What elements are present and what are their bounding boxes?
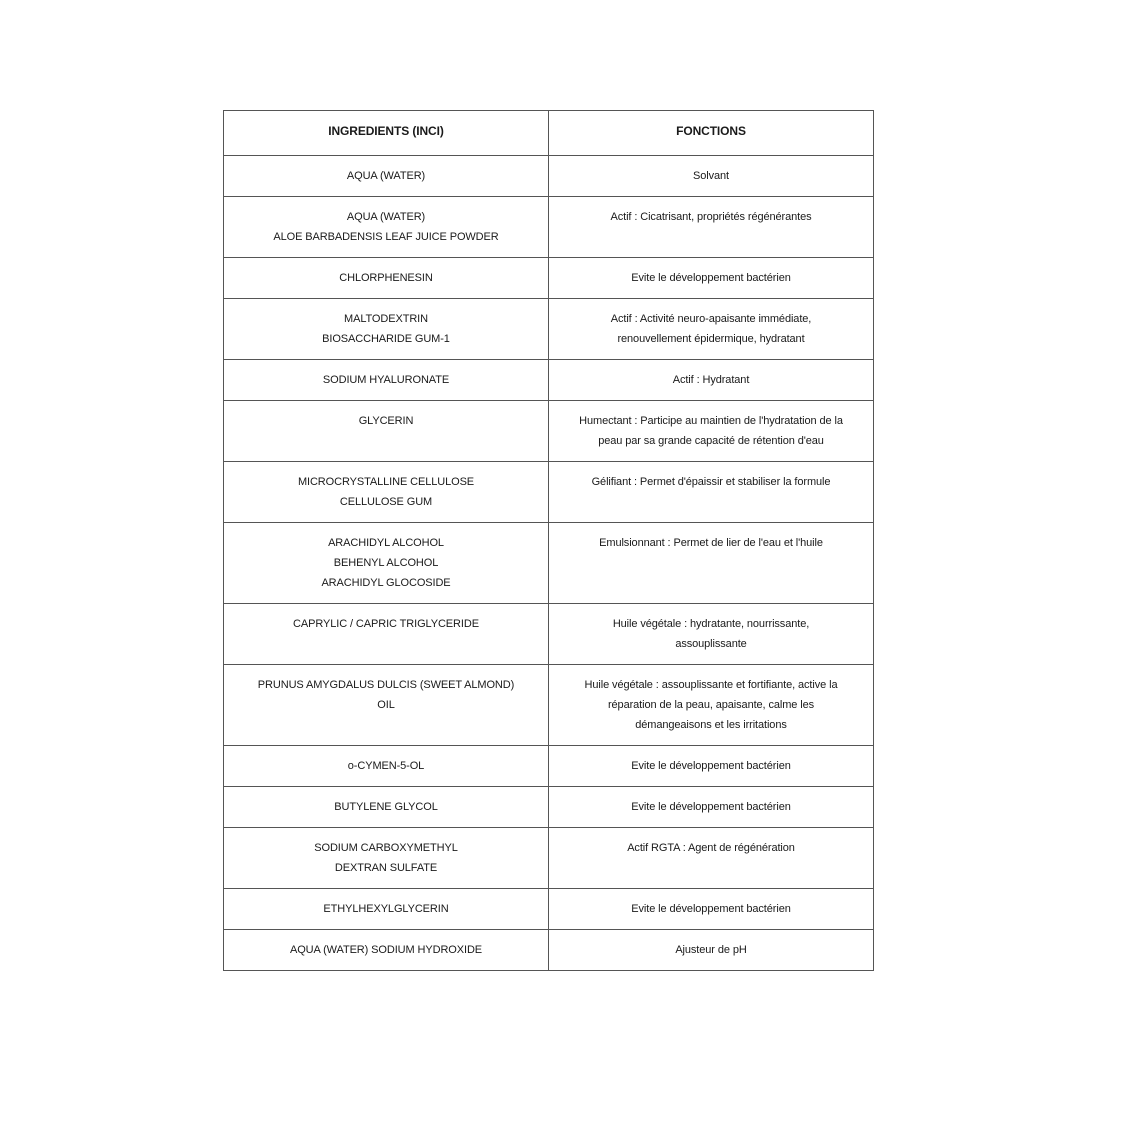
ingredients-table — [223, 110, 874, 971]
function-cell — [549, 523, 874, 604]
ingredient-line: AQUA (WATER) — [346, 211, 426, 223]
ingredient-cell — [224, 930, 549, 971]
ingredient-line: o-CYMEN-5-OL — [347, 760, 425, 772]
table-row — [224, 156, 874, 197]
function-cell — [549, 401, 874, 462]
function-cell — [549, 604, 874, 665]
function-line: Actif : Activité neuro-apaisante immédiate, — [610, 313, 812, 325]
function-line: Humectant : Participe au maintien de l'hydratation de la — [579, 415, 843, 427]
function-line: réparation de la peau, apaisante, calme les — [607, 699, 815, 711]
ingredient-line: ARACHIDYL GLOCOSIDE — [321, 577, 451, 589]
ingredient-cell — [224, 462, 549, 523]
function-cell — [549, 787, 874, 828]
ingredient-line: SODIUM CARBOXYMETHYL — [314, 842, 458, 854]
function-line: Emulsionnant : Permet de lier de l'eau et l'huile — [599, 537, 823, 549]
function-line: Gélifiant : Permet d'épaissir et stabiliser la formule — [591, 476, 831, 488]
table-row — [224, 665, 874, 746]
function-cell — [549, 889, 874, 930]
function-line: assouplissante — [675, 638, 747, 650]
table-row — [224, 360, 874, 401]
function-cell — [549, 258, 874, 299]
table-row — [224, 787, 874, 828]
ingredient-cell — [224, 156, 549, 197]
ingredient-cell — [224, 604, 549, 665]
table-row — [224, 299, 874, 360]
ingredient-cell — [224, 787, 549, 828]
function-line: Actif : Cicatrisant, propriétés régénérantes — [610, 211, 812, 223]
function-cell — [549, 462, 874, 523]
ingredient-cell — [224, 828, 549, 889]
ingredient-line: BIOSACCHARIDE GUM-1 — [322, 333, 450, 345]
ingredient-line: AQUA (WATER) — [346, 170, 426, 182]
table-row — [224, 604, 874, 665]
function-cell — [549, 828, 874, 889]
ingredient-cell — [224, 360, 549, 401]
function-line: Ajusteur de pH — [675, 944, 747, 956]
table-row — [224, 462, 874, 523]
function-cell — [549, 156, 874, 197]
function-line: Evite le développement bactérien — [631, 760, 791, 772]
function-line: Huile végétale : hydratante, nourrissante, — [612, 618, 810, 630]
function-cell — [549, 197, 874, 258]
ingredient-line: ARACHIDYL ALCOHOL — [328, 537, 444, 549]
table-body — [224, 156, 874, 971]
function-line: peau par sa grande capacité de rétention d'eau — [598, 435, 824, 447]
ingredient-cell — [224, 197, 549, 258]
header-ingredients: INGREDIENTS (INCI) — [224, 111, 549, 156]
ingredient-line: AQUA (WATER) SODIUM HYDROXIDE — [289, 944, 483, 956]
ingredient-cell — [224, 746, 549, 787]
function-line: Huile végétale : assouplissante et fortifiante, active la — [584, 679, 838, 691]
ingredient-line: SODIUM HYALURONATE — [322, 374, 450, 386]
ingredient-line: CAPRYLIC / CAPRIC TRIGLYCERIDE — [293, 618, 479, 630]
ingredient-line: MALTODEXTRIN — [344, 313, 428, 325]
ingredient-line: GLYCERIN — [358, 415, 414, 427]
function-line: renouvellement épidermique, hydratant — [617, 333, 805, 345]
ingredient-cell — [224, 401, 549, 462]
ingredient-line: OIL — [377, 699, 395, 711]
ingredient-cell — [224, 258, 549, 299]
table-row — [224, 889, 874, 930]
function-line: démangeaisons et les irritations — [635, 719, 787, 731]
function-line: Actif RGTA : Agent de régénération — [627, 842, 795, 854]
table-row — [224, 828, 874, 889]
table-row — [224, 930, 874, 971]
ingredient-line: MICROCRYSTALLINE CELLULOSE — [297, 476, 475, 488]
ingredient-line: PRUNUS AMYGDALUS DULCIS (SWEET ALMOND) — [257, 679, 515, 691]
function-line: Actif : Hydratant — [672, 374, 750, 386]
ingredient-line: ETHYLHEXYLGLYCERIN — [323, 903, 449, 915]
ingredient-line: BUTYLENE GLYCOL — [334, 801, 438, 813]
function-line: Evite le développement bactérien — [631, 903, 791, 915]
ingredient-line: CHLORPHENESIN — [339, 272, 433, 284]
ingredient-cell — [224, 523, 549, 604]
ingredient-cell — [224, 299, 549, 360]
function-line: Solvant — [693, 170, 729, 182]
ingredient-line: BEHENYL ALCOHOL — [333, 557, 439, 569]
header-functions: FONCTIONS — [549, 111, 874, 156]
ingredient-line: CELLULOSE GUM — [339, 496, 433, 508]
function-cell — [549, 665, 874, 746]
table-row — [224, 197, 874, 258]
function-cell — [549, 746, 874, 787]
table-header-row — [224, 111, 874, 156]
ingredient-cell — [224, 665, 549, 746]
ingredient-line: ALOE BARBADENSIS LEAF JUICE POWDER — [273, 231, 499, 243]
table-row — [224, 401, 874, 462]
function-cell — [549, 299, 874, 360]
function-cell — [549, 360, 874, 401]
ingredient-line: DEXTRAN SULFATE — [334, 862, 438, 874]
table-row — [224, 746, 874, 787]
function-cell — [549, 930, 874, 971]
function-line: Evite le développement bactérien — [631, 272, 791, 284]
table-row — [224, 258, 874, 299]
ingredient-cell — [224, 889, 549, 930]
table-row — [224, 523, 874, 604]
function-line: Evite le développement bactérien — [631, 801, 791, 813]
